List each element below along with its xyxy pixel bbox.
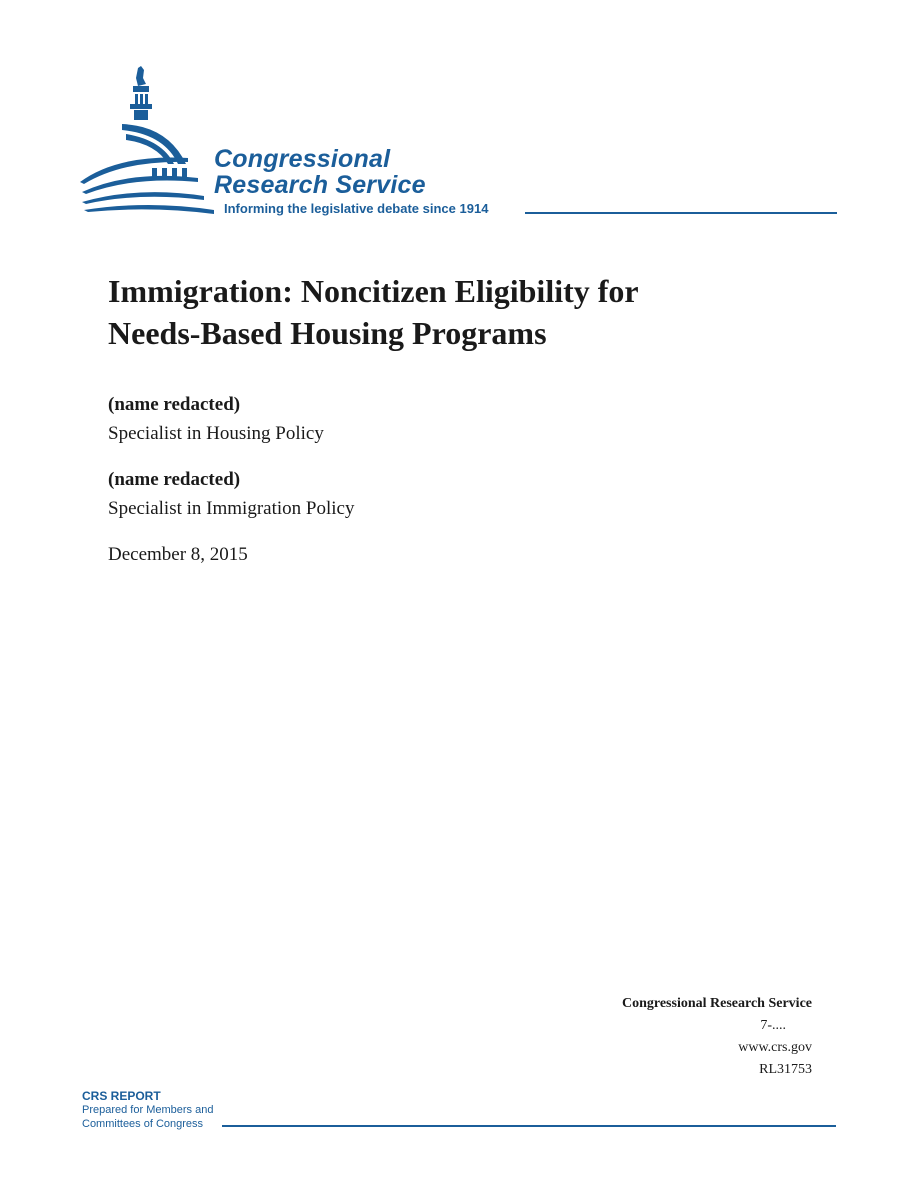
report-number: RL31753: [759, 1062, 812, 1077]
author-name: (name redacted): [108, 469, 241, 490]
report-info: [622, 993, 812, 1081]
logo-line-2: Research Service: [214, 171, 426, 199]
reference-code: 7-....: [760, 1018, 786, 1033]
crs-logo: [78, 64, 838, 224]
author-role: Specialist in Housing Policy: [108, 423, 324, 444]
footer-line-2: Committees of Congress: [82, 1118, 204, 1130]
logo-line-1: Congressional: [214, 145, 391, 173]
document-date: December 8, 2015: [108, 544, 248, 565]
footer-rule: [222, 1125, 836, 1127]
title-line-1: Immigration: Noncitizen Eligibility for: [108, 273, 639, 309]
author-role: Specialist in Immigration Policy: [108, 498, 355, 519]
footer-report-label: CRS REPORT: [82, 1089, 161, 1103]
footer: [82, 1089, 213, 1131]
website-link[interactable]: www.crs.gov: [738, 1040, 812, 1055]
footer-line-1: Prepared for Members and: [82, 1104, 214, 1116]
capitol-dome-icon: [78, 64, 228, 220]
org-name: Congressional Research Service: [621, 996, 812, 1011]
document-title: [108, 270, 808, 354]
logo-tagline: Informing the legislative debate since 1914: [224, 201, 489, 216]
title-line-2: Needs-Based Housing Programs: [108, 315, 547, 351]
author-name: (name redacted): [108, 394, 241, 415]
logo-wordmark: [214, 146, 426, 198]
header-rule: [525, 212, 837, 214]
